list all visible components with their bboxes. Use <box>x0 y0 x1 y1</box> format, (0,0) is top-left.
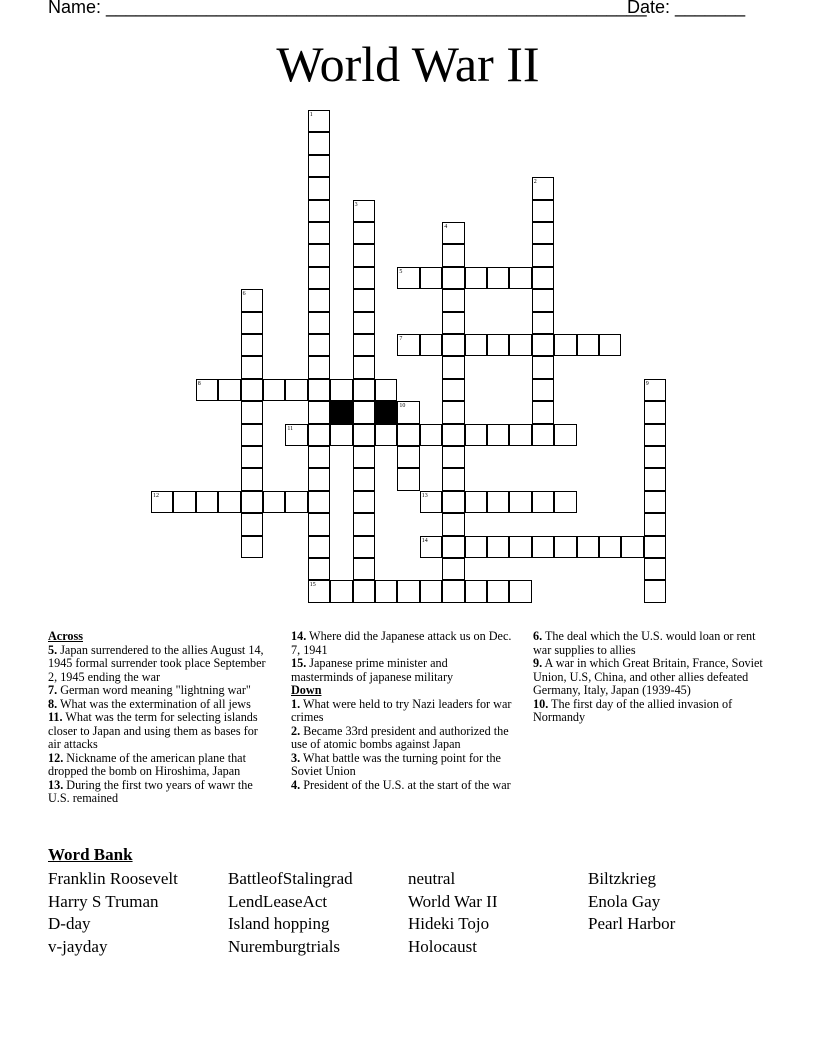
grid-cell[interactable] <box>465 267 487 289</box>
clue-text: What was the extermination of all jews <box>57 696 251 711</box>
clue-column-3 <box>533 630 763 725</box>
grid-cell[interactable] <box>308 155 330 177</box>
grid-cell[interactable] <box>308 379 330 401</box>
clue-number: 8. <box>48 696 58 711</box>
grid-cell[interactable] <box>263 491 285 513</box>
blocked-cell <box>375 401 397 423</box>
grid-cell[interactable] <box>308 580 330 602</box>
cell-number: 11 <box>287 425 294 432</box>
grid-cell[interactable] <box>532 334 554 356</box>
grid-cell[interactable] <box>442 558 464 580</box>
grid-cell[interactable] <box>308 312 330 334</box>
clue-number: 3. <box>291 750 301 765</box>
grid-cell[interactable] <box>375 580 397 602</box>
grid-cell[interactable] <box>554 424 576 446</box>
grid-cell[interactable] <box>218 491 240 513</box>
down-clue <box>291 779 513 793</box>
grid-cell[interactable] <box>308 334 330 356</box>
grid-cell[interactable] <box>308 401 330 423</box>
grid-cell[interactable] <box>442 379 464 401</box>
grid-cell[interactable] <box>554 334 576 356</box>
grid-cell[interactable] <box>420 267 442 289</box>
grid-cell[interactable] <box>308 356 330 378</box>
grid-cell[interactable] <box>532 177 554 199</box>
grid-cell[interactable] <box>532 244 554 266</box>
across-clue <box>48 698 270 712</box>
grid-cell[interactable] <box>241 289 263 311</box>
grid-cell[interactable] <box>442 580 464 602</box>
grid-cell[interactable] <box>644 446 666 468</box>
cell-number: 15 <box>309 582 316 589</box>
clue-text: President of the U.S. at the start of the war <box>300 777 511 792</box>
grid-cell[interactable] <box>644 513 666 535</box>
clue-number: 1. <box>291 696 301 711</box>
cell-number: 4 <box>444 224 448 230</box>
clue-text: Became 33rd president and authorized the use of atomic bombs against Japan <box>291 723 509 751</box>
cell-number: 9 <box>645 380 649 387</box>
grid-cell[interactable] <box>420 491 442 513</box>
grid-cell[interactable] <box>353 222 375 244</box>
word-bank-column <box>48 868 178 958</box>
grid-cell[interactable] <box>241 468 263 490</box>
word-bank-item: BattleofStalingrad <box>228 869 353 888</box>
grid-cell[interactable] <box>509 424 531 446</box>
grid-cell[interactable] <box>599 536 621 558</box>
grid-cell[interactable] <box>241 356 263 378</box>
grid-cell[interactable] <box>308 558 330 580</box>
grid-cell[interactable] <box>487 580 509 602</box>
down-clue <box>533 698 763 725</box>
grid-cell[interactable] <box>353 536 375 558</box>
grid-cell[interactable] <box>353 446 375 468</box>
clue-number: 13. <box>48 777 64 792</box>
grid-cell[interactable] <box>532 200 554 222</box>
grid-cell[interactable] <box>577 334 599 356</box>
down-clue <box>291 725 513 752</box>
grid-cell[interactable] <box>442 356 464 378</box>
grid-cell[interactable] <box>241 401 263 423</box>
clue-text: German word meaning "lightning war" <box>57 683 251 697</box>
grid-cell[interactable] <box>509 580 531 602</box>
word-bank-item: Pearl Harbor <box>588 914 676 934</box>
grid-cell[interactable] <box>196 491 218 513</box>
grid-cell[interactable] <box>397 334 419 356</box>
across-clue <box>291 630 513 657</box>
grid-cell[interactable] <box>308 267 330 289</box>
grid-cell[interactable] <box>308 244 330 266</box>
grid-cell[interactable] <box>308 110 330 132</box>
clue-text: Japanese prime minister and masterminds of japanese military <box>291 656 454 684</box>
grid-cell[interactable] <box>218 379 240 401</box>
grid-cell[interactable] <box>241 491 263 513</box>
grid-cell[interactable] <box>353 491 375 513</box>
grid-cell[interactable] <box>308 177 330 199</box>
grid-cell[interactable] <box>420 536 442 558</box>
clue-text: What was the term for selecting islands closer to Japan and using them as bases for air attacks <box>48 710 258 751</box>
down-clue <box>291 752 513 779</box>
clue-number: 9. <box>533 656 543 670</box>
cell-number: 1 <box>309 112 313 118</box>
grid-cell[interactable] <box>241 379 263 401</box>
grid-cell[interactable] <box>532 424 554 446</box>
grid-cell[interactable] <box>308 468 330 490</box>
across-clue <box>48 752 270 779</box>
grid-cell[interactable] <box>442 513 464 535</box>
grid-cell[interactable] <box>353 468 375 490</box>
page-title: World War II <box>276 36 540 92</box>
clue-number: 2. <box>291 723 301 738</box>
clue-number: 10. <box>533 696 549 711</box>
grid-cell[interactable] <box>353 379 375 401</box>
grid-cell[interactable] <box>442 536 464 558</box>
grid-cell[interactable] <box>509 267 531 289</box>
grid-cell[interactable] <box>465 536 487 558</box>
grid-cell[interactable] <box>442 334 464 356</box>
grid-cell[interactable] <box>397 424 419 446</box>
grid-cell[interactable] <box>442 289 464 311</box>
grid-cell[interactable] <box>532 379 554 401</box>
word-bank-item: v-jayday <box>48 936 108 956</box>
word-bank-item: neutral <box>408 869 456 888</box>
word-bank-item: Harry S Truman <box>48 891 159 911</box>
clue-column-1 <box>48 630 270 806</box>
word-bank-item: D-day <box>48 914 91 934</box>
cell-number: 13 <box>421 492 428 499</box>
clue-text: A war in which Great Britain, France, Soviet Union, U.S, China, and other allies defeated Germany, Italy, Japan (1939-45) <box>533 656 763 697</box>
clue-number: 14. <box>291 629 307 643</box>
cell-number: 2 <box>533 179 537 186</box>
grid-cell[interactable] <box>241 334 263 356</box>
grid-cell[interactable] <box>420 580 442 602</box>
across-clue <box>48 711 270 752</box>
cell-number: 3 <box>354 201 358 208</box>
grid-cell[interactable] <box>375 379 397 401</box>
grid-cell[interactable] <box>442 468 464 490</box>
grid-cell[interactable] <box>353 401 375 423</box>
grid-cell[interactable] <box>644 558 666 580</box>
grid-cell[interactable] <box>397 446 419 468</box>
grid-cell[interactable] <box>465 334 487 356</box>
grid-cell[interactable] <box>330 379 352 401</box>
grid-cell[interactable] <box>285 424 307 446</box>
clue-text: During the first two years of wawr the U.S. remained <box>48 777 253 805</box>
grid-cell[interactable] <box>353 558 375 580</box>
grid-cell[interactable] <box>487 334 509 356</box>
word-bank-column <box>228 868 353 958</box>
grid-cell[interactable] <box>644 580 666 602</box>
grid-cell[interactable] <box>353 312 375 334</box>
cell-number: 14 <box>421 537 428 544</box>
grid-cell[interactable] <box>509 334 531 356</box>
date-field[interactable]: Date: _______ <box>627 0 746 17</box>
grid-cell[interactable] <box>442 401 464 423</box>
grid-cell[interactable] <box>442 491 464 513</box>
word-bank-item: Biltzkrieg <box>588 869 656 888</box>
cell-number: 8 <box>197 380 201 387</box>
cell-number: 12 <box>153 492 159 499</box>
clue-number: 15. <box>291 656 307 670</box>
down-clue <box>533 657 763 698</box>
grid-cell[interactable] <box>487 424 509 446</box>
grid-cell[interactable] <box>353 334 375 356</box>
grid-cell[interactable] <box>353 289 375 311</box>
grid-cell[interactable] <box>599 334 621 356</box>
grid-cell[interactable] <box>465 580 487 602</box>
word-bank <box>48 868 768 968</box>
grid-cell[interactable] <box>397 580 419 602</box>
grid-cell[interactable] <box>442 446 464 468</box>
cell-number: 6 <box>242 291 246 298</box>
grid-cell[interactable] <box>285 379 307 401</box>
down-clue <box>291 698 513 725</box>
word-bank-item: Holocaust <box>408 936 477 956</box>
clue-text: Japan surrendered to the allies August 14, 1945 formal surrender took place September 2, 1945 ending the war <box>48 642 266 684</box>
grid-cell[interactable] <box>397 267 419 289</box>
grid-cell[interactable] <box>509 536 531 558</box>
grid-cell[interactable] <box>308 289 330 311</box>
grid-cell[interactable] <box>173 491 195 513</box>
grid-cell[interactable] <box>308 513 330 535</box>
grid-cell[interactable] <box>644 536 666 558</box>
word-bank-item: Enola Gay <box>588 891 661 911</box>
name-field[interactable]: Name: ______________________________________________________ <box>48 0 647 17</box>
grid-cell[interactable] <box>644 491 666 513</box>
grid-cell[interactable] <box>532 536 554 558</box>
grid-cell[interactable] <box>420 424 442 446</box>
grid-cell[interactable] <box>532 491 554 513</box>
grid-cell[interactable] <box>509 491 531 513</box>
grid-cell[interactable] <box>353 580 375 602</box>
word-bank-title: Word Bank <box>48 845 133 864</box>
clue-number: 12. <box>48 750 64 765</box>
cell-number: 5 <box>399 268 403 275</box>
clue-column-2 <box>291 630 513 792</box>
grid-cell[interactable] <box>532 356 554 378</box>
grid-cell[interactable] <box>532 267 554 289</box>
clues-section <box>48 630 768 840</box>
word-bank-column <box>588 868 675 936</box>
word-bank-item: LendLeaseAct <box>228 891 328 911</box>
grid-cell[interactable] <box>397 468 419 490</box>
word-bank-item: World War II <box>408 891 498 911</box>
clue-text: The first day of the allied invasion of Normandy <box>533 696 733 724</box>
grid-cell[interactable] <box>532 289 554 311</box>
grid-cell[interactable] <box>554 491 576 513</box>
grid-cell[interactable] <box>442 222 464 244</box>
clue-number: 7. <box>48 683 58 697</box>
grid-cell[interactable] <box>308 200 330 222</box>
grid-cell[interactable] <box>532 401 554 423</box>
word-bank-item: Franklin Roosevelt <box>48 869 178 888</box>
down-clue <box>533 630 763 657</box>
clue-text: Nickname of the american plane that dropped the bomb on Hiroshima, Japan <box>48 750 246 778</box>
clue-number: 4. <box>291 777 301 792</box>
grid-cell[interactable] <box>644 401 666 423</box>
clue-text: Where did the Japanese attack us on Dec. 7, 1941 <box>291 629 512 657</box>
grid-cell[interactable] <box>397 401 419 423</box>
grid-cell[interactable] <box>442 312 464 334</box>
grid-cell[interactable] <box>554 536 576 558</box>
clue-number: 6. <box>533 629 543 643</box>
grid-cell[interactable] <box>621 536 643 558</box>
grid-cell[interactable] <box>308 446 330 468</box>
grid-cell[interactable] <box>308 222 330 244</box>
cell-number: 7 <box>399 336 403 342</box>
grid-cell[interactable] <box>375 424 397 446</box>
down-heading: Down <box>291 683 322 697</box>
grid-cell[interactable] <box>308 132 330 154</box>
grid-cell[interactable] <box>285 491 307 513</box>
grid-cell[interactable] <box>241 513 263 535</box>
grid-cell[interactable] <box>644 468 666 490</box>
grid-cell[interactable] <box>465 491 487 513</box>
grid-cell[interactable] <box>487 536 509 558</box>
grid-cell[interactable] <box>308 536 330 558</box>
clue-text: The deal which the U.S. would loan or rent war supplies to allies <box>533 629 756 657</box>
grid-cell[interactable] <box>353 513 375 535</box>
word-bank-item: Island hopping <box>228 914 330 934</box>
grid-cell[interactable] <box>241 312 263 334</box>
word-bank-item: Nuremburgtrials <box>228 936 341 956</box>
blocked-cell <box>330 401 352 423</box>
word-bank-column <box>408 868 497 958</box>
across-clue <box>48 684 270 698</box>
word-bank-item: Hideki Tojo <box>408 914 490 934</box>
grid-cell[interactable] <box>196 379 218 401</box>
grid-cell[interactable] <box>420 334 442 356</box>
grid-cell[interactable] <box>241 536 263 558</box>
grid-cell[interactable] <box>353 356 375 378</box>
grid-cell[interactable] <box>442 424 464 446</box>
grid-cell[interactable] <box>241 446 263 468</box>
clue-number: 5. <box>48 642 58 657</box>
grid-cell[interactable] <box>353 267 375 289</box>
clue-text: What battle was the turning point for the Soviet Union <box>291 750 501 778</box>
grid-cell[interactable] <box>330 580 352 602</box>
grid-cell[interactable] <box>353 424 375 446</box>
grid-cell[interactable] <box>151 491 173 513</box>
grid-cell[interactable] <box>263 379 285 401</box>
grid-cell[interactable] <box>644 424 666 446</box>
grid-cell[interactable] <box>532 222 554 244</box>
across-clue <box>48 644 270 685</box>
across-clue <box>291 657 513 684</box>
grid-cell[interactable] <box>442 267 464 289</box>
grid-cell[interactable] <box>308 424 330 446</box>
grid-cell[interactable] <box>308 491 330 513</box>
grid-cell[interactable] <box>487 267 509 289</box>
across-clue <box>48 779 270 806</box>
cell-number: 10 <box>399 403 406 410</box>
across-heading: Across <box>48 629 83 643</box>
grid-cell[interactable] <box>532 312 554 334</box>
grid-cell[interactable] <box>465 424 487 446</box>
grid-cell[interactable] <box>330 424 352 446</box>
grid-cell[interactable] <box>241 424 263 446</box>
clue-number: 11. <box>48 710 63 724</box>
grid-cell[interactable] <box>577 536 599 558</box>
grid-cell[interactable] <box>442 244 464 266</box>
grid-cell[interactable] <box>487 491 509 513</box>
grid-cell[interactable] <box>353 200 375 222</box>
clue-text: What were held to try Nazi leaders for war crimes <box>291 696 512 724</box>
grid-cell[interactable] <box>644 379 666 401</box>
grid-cell[interactable] <box>353 244 375 266</box>
